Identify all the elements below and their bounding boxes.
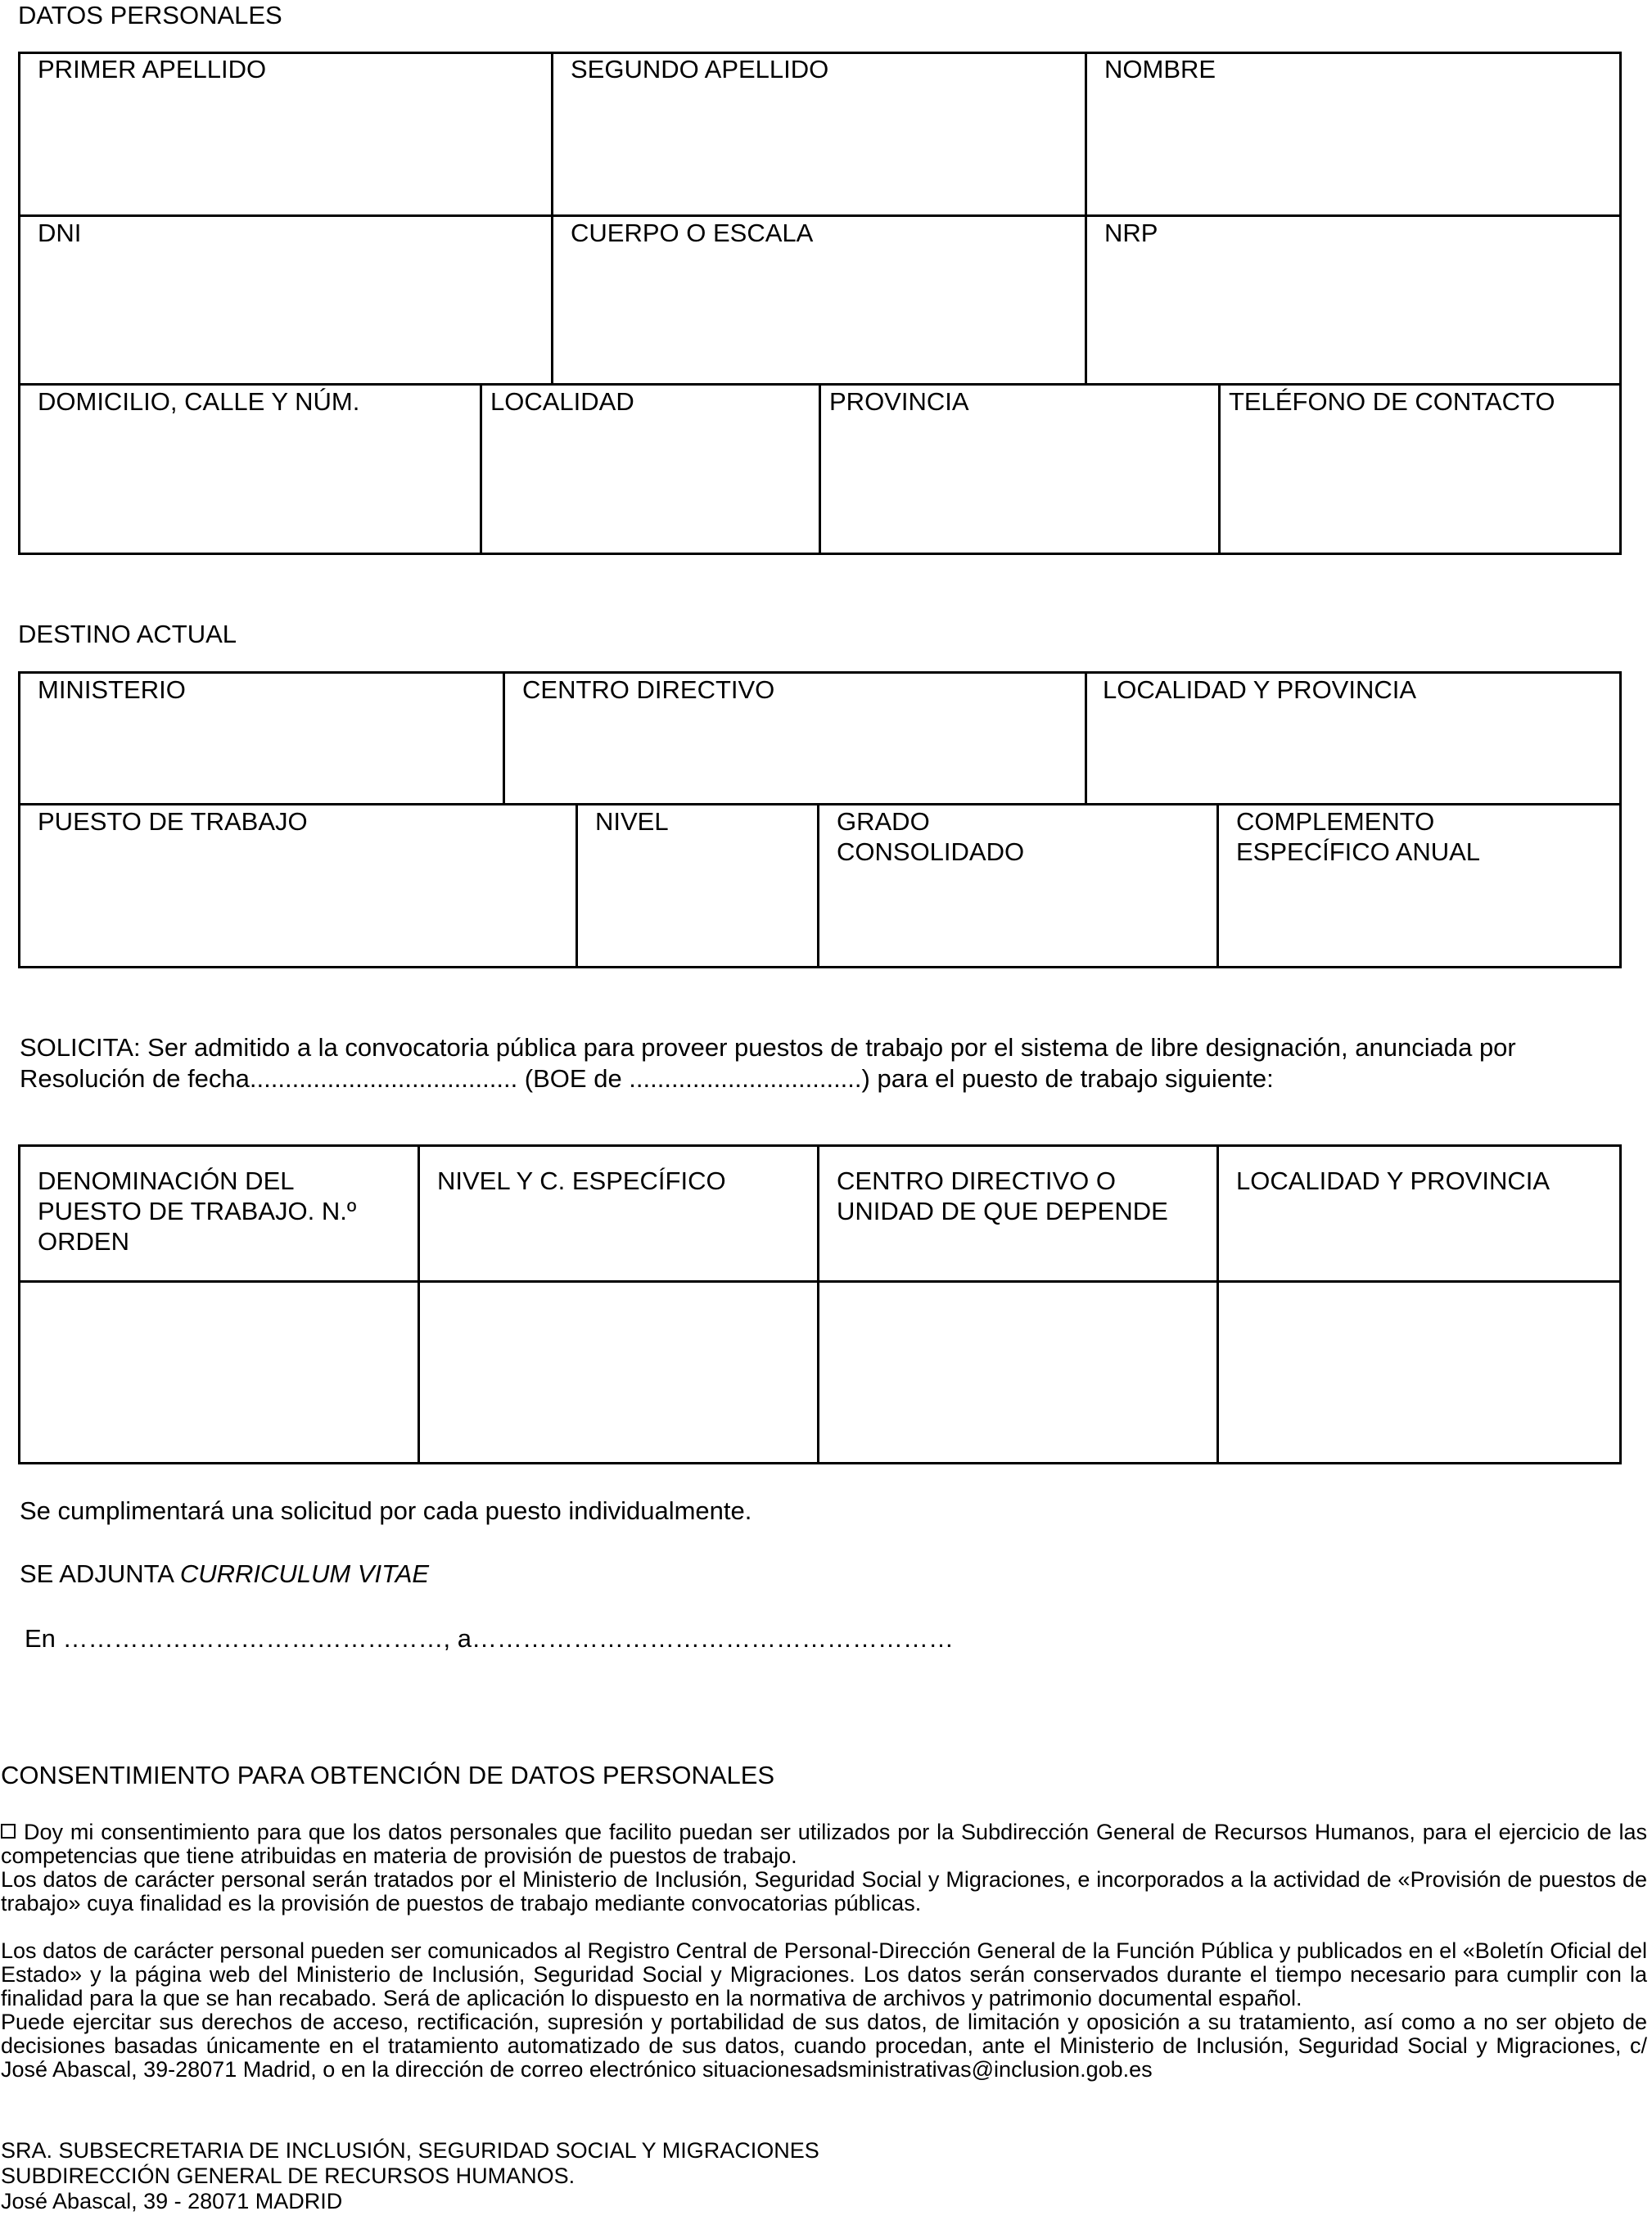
header-denominacion-puesto: DENOMINACIÓN DEL PUESTO DE TRABAJO. N.º ORDEN: [38, 1166, 357, 1256]
destinatario-line-3: José Abascal, 39 - 28071 MADRID: [1, 2189, 343, 2213]
consentimiento-body: [1, 1821, 1647, 2082]
field-dni[interactable]: DNI: [38, 219, 82, 247]
field-provincia[interactable]: PROVINCIA: [829, 387, 969, 416]
input-centro-directivo-unidad[interactable]: [819, 1283, 1216, 1462]
solicita-line-2: Resolución de fecha...................................... (BOE de .................................) para el puesto de trabajo siguiente:: [20, 1064, 1274, 1093]
field-segundo-apellido[interactable]: SEGUNDO APELLIDO: [571, 55, 829, 83]
destino-actual-heading: DESTINO ACTUAL: [18, 620, 237, 648]
header-centro-directivo-unidad: CENTRO DIRECTIVO O UNIDAD DE QUE DEPENDE: [837, 1166, 1168, 1225]
solicita-line-1: SOLICITA: Ser admitido a la convocatoria pública para proveer puestos de trabajo por el sistema de libre designación, anunciada por: [20, 1033, 1516, 1062]
nota-cumplimentar: Se cumplimentará una solicitud por cada puesto individualmente.: [20, 1496, 752, 1525]
lugar-fecha-line[interactable]: En ………………………………………, a…………………………………………………: [25, 1624, 954, 1653]
destinatario-line-2: SUBDIRECCIÓN GENERAL DE RECURSOS HUMANOS.: [1, 2164, 575, 2188]
consent-paragraph-comunicacion: Los datos de carácter personal pueden ser comunicados al Registro Central de Personal-Dirección General de la Función Pública y publicados en el «Boletín Oficial del Estado» y la página web del Ministerio de Inclusión, Seguridad Social y Migraciones. Los datos serán conservados durante el tiempo necesario para cumplir con la finalidad para la que se han recabado. Será de aplicación lo dispuesto en la normativa de archivos y patrimonio documental español.: [1, 1938, 1647, 2010]
field-complemento-especifico[interactable]: COMPLEMENTO ESPECÍFICO ANUAL: [1236, 807, 1481, 866]
field-ministerio[interactable]: MINISTERIO: [38, 675, 186, 704]
se-adjunta-cv: SE ADJUNTA CURRICULUM VITAE: [20, 1559, 430, 1588]
destinatario-block: [1, 2138, 819, 2214]
consentimiento-heading: CONSENTIMIENTO PARA OBTENCIÓN DE DATOS PERSONALES: [1, 1761, 775, 1789]
datos-personales-heading: DATOS PERSONALES: [18, 1, 282, 29]
field-nivel[interactable]: NIVEL: [595, 807, 669, 836]
input-localidad-provincia[interactable]: [1219, 1283, 1619, 1462]
field-nrp[interactable]: NRP: [1104, 219, 1158, 247]
consent-checkbox[interactable]: [1, 1824, 16, 1839]
field-primer-apellido[interactable]: PRIMER APELLIDO: [38, 55, 267, 83]
field-cuerpo-escala[interactable]: CUERPO O ESCALA: [571, 219, 814, 247]
field-domicilio[interactable]: DOMICILIO, CALLE Y NÚM.: [38, 387, 360, 416]
field-centro-directivo[interactable]: CENTRO DIRECTIVO: [522, 675, 775, 704]
field-nombre[interactable]: NOMBRE: [1104, 55, 1216, 83]
field-telefono[interactable]: TELÉFONO DE CONTACTO: [1229, 387, 1555, 416]
header-nivel-especifico: NIVEL Y C. ESPECÍFICO: [437, 1166, 726, 1195]
field-localidad-provincia[interactable]: LOCALIDAD Y PROVINCIA: [1103, 675, 1417, 704]
consent-paragraph-derechos: Puede ejercitar sus derechos de acceso, rectificación, supresión y portabilidad de sus datos, de limitación y oposición a su tratamiento, así como a no ser objeto de decisiones basadas únicamente en el tratamiento automatizado de sus datos, cuando procedan, ante el Ministerio de Inclusión, Seguridad Social y Migraciones, c/ José Abascal, 39-28071 Madrid, o en la dirección de correo electrónico situacionesadsministrativas@inclusion.gob.es: [1, 2010, 1647, 2082]
consent-checkbox-label: Doy mi consentimiento para que los datos personales que facilito puedan ser utilizados por la Subdirección General de Recursos Humanos, para el ejercicio de las competencias que tiene atribuidas en materia de provisión de puestos de trabajo.: [1, 1820, 1647, 1868]
header-localidad-provincia: LOCALIDAD Y PROVINCIA: [1236, 1166, 1550, 1195]
input-nivel-especifico[interactable]: [420, 1283, 817, 1462]
field-localidad[interactable]: LOCALIDAD: [490, 387, 634, 416]
consent-checkbox-paragraph: [1, 1821, 1647, 1868]
input-denominacion-puesto[interactable]: [20, 1283, 418, 1462]
consent-paragraph-tratamiento: Los datos de carácter personal serán tratados por el Ministerio de Inclusión, Seguridad Social y Migraciones, e incorporados a la actividad de «Provisión de puestos de trabajo» cuya finalidad es la provisión de puestos de trabajo mediante convocatorias públicas.: [1, 1867, 1647, 1915]
field-grado-consolidado[interactable]: GRADO CONSOLIDADO: [837, 807, 1025, 866]
field-puesto-trabajo[interactable]: PUESTO DE TRABAJO: [38, 807, 308, 836]
destinatario-line-1: SRA. SUBSECRETARIA DE INCLUSIÓN, SEGURIDAD SOCIAL Y MIGRACIONES: [1, 2138, 819, 2163]
